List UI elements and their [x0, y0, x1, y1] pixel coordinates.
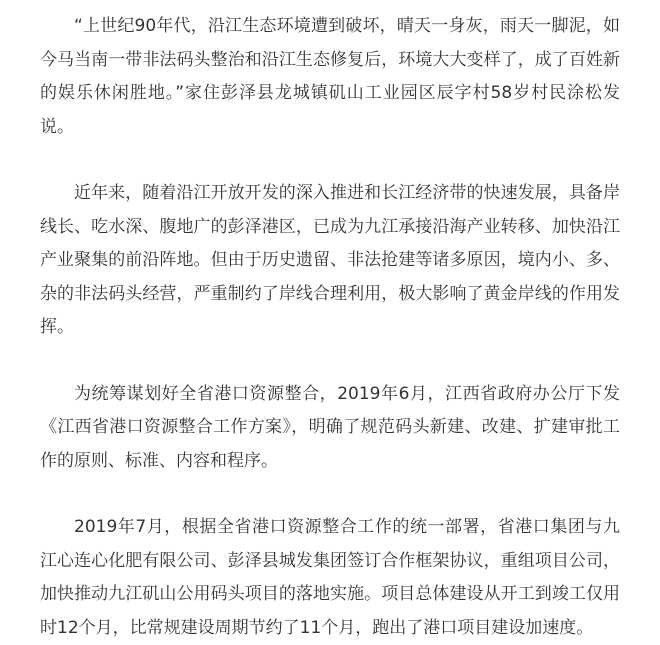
paragraph-provincial-plan: 为统筹谋划好全省港口资源整合，2019年6月，江西省政府办公厅下发《江西省港口资源整合工作方案》，明确了规范码头新建、改建、扩建审批工作的原则、标准、内容和程序。: [40, 383, 620, 471]
paragraph-villager-quote: “上世纪90年代，沿江生态环境遭到破坏，晴天一身灰，雨天一脚泥，如今马当南一带非法码头整治和沿江生态修复后，环境大大变样了，成了百姓新的娱乐休闲胜地。”家住彭泽县龙城镇矶山工业园区辰字村58岁村民涂松发说。: [40, 16, 620, 137]
article-body: [40, 10, 620, 645]
paragraph-project-progress: 2019年7月，根据全省港口资源整合工作的统一部署，省港口集团与九江心连心化肥有限公司、彭泽县城发集团签订合作框架协议，重组项目公司，加快推动九江矶山公用码头项目的落地实施。项目总体建设从开工到竣工仅用时12个月，比常规建设周期节约了11个月，跑出了港口项目建设加速度。: [40, 517, 620, 638]
paragraph-pengze-port-background: 近年来，随着沿江开放开发的深入推进和长江经济带的快速发展，具备岸线长、吃水深、腹地广的彭泽港区，已成为九江承接沿海产业转移、加快沿江产业聚集的前沿阵地。但由于历史遗留、非法抢建等诸多原因，境内小、多、杂的非法码头经营，严重制约了岸线合理利用，极大影响了黄金岸线的作用发挥。: [40, 183, 620, 337]
